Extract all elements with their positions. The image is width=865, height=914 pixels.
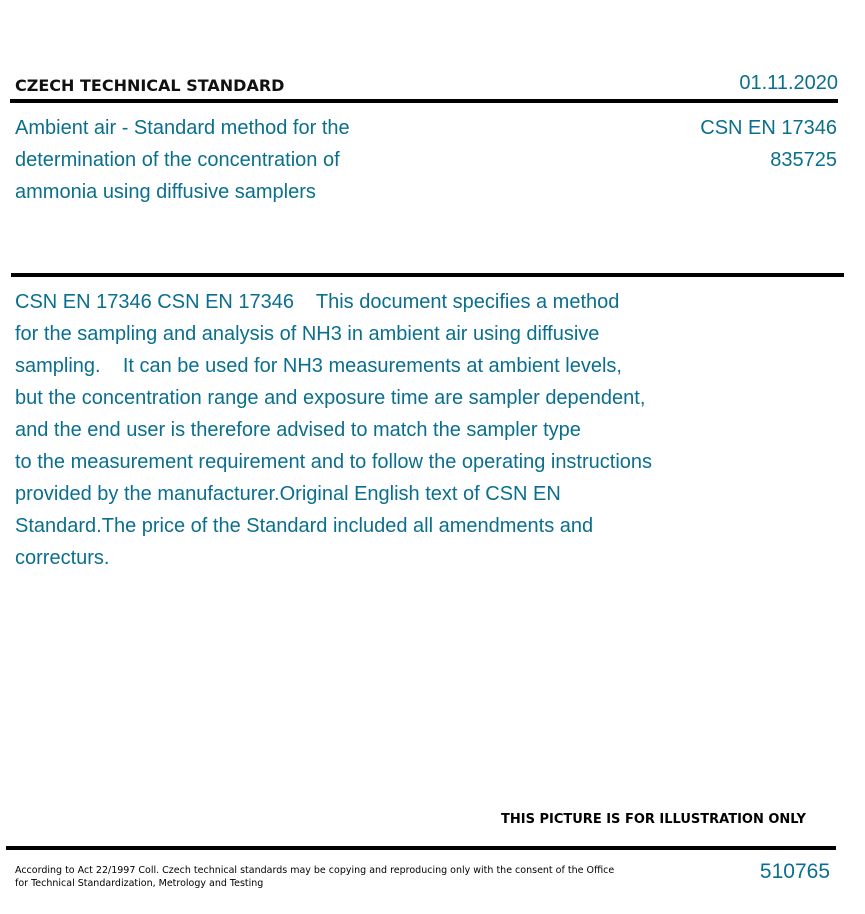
bottom-divider (6, 846, 836, 850)
standard-number: CSN EN 17346 (700, 117, 837, 139)
description-line: but the concentration range and exposure time are sampler dependent, (15, 387, 646, 409)
publication-date: 01.11.2020 (739, 72, 838, 94)
middle-divider (11, 273, 844, 277)
legal-notice-line: for Technical Standardization, Metrology and Testing (15, 878, 264, 889)
top-divider (10, 99, 838, 103)
legal-notice-line: According to Act 22/1997 Coll. Czech technical standards may be copying and reproducing only with the consent of the Office (15, 865, 615, 876)
description-line: for the sampling and analysis of NH3 in ambient air using diffusive (15, 323, 600, 345)
description-line: to the measurement requirement and to follow the operating instructions (15, 451, 653, 473)
standard-type-label: CZECH TECHNICAL STANDARD (15, 76, 285, 95)
description-line: and the end user is therefore advised to match the sampler type (15, 419, 581, 441)
title-line: Ambient air - Standard method for the (15, 117, 350, 139)
footer-code: 510765 (759, 860, 830, 883)
description-line: sampling. It can be used for NH3 measurements at ambient levels, (15, 355, 622, 377)
classification-code: 835725 (770, 149, 837, 171)
description-line: correcturs. (15, 547, 110, 569)
description-line: Standard.The price of the Standard included all amendments and (15, 515, 594, 537)
title-line: determination of the concentration of (15, 149, 340, 171)
description-text (15, 286, 652, 574)
illustration-note: THIS PICTURE IS FOR ILLUSTRATION ONLY (501, 812, 806, 827)
title-line: ammonia using diffusive samplers (15, 181, 316, 203)
legal-notice (15, 864, 614, 890)
description-line: provided by the manufacturer.Original English text of CSN EN (15, 483, 561, 505)
description-line: CSN EN 17346 CSN EN 17346 This document specifies a method (15, 291, 620, 313)
